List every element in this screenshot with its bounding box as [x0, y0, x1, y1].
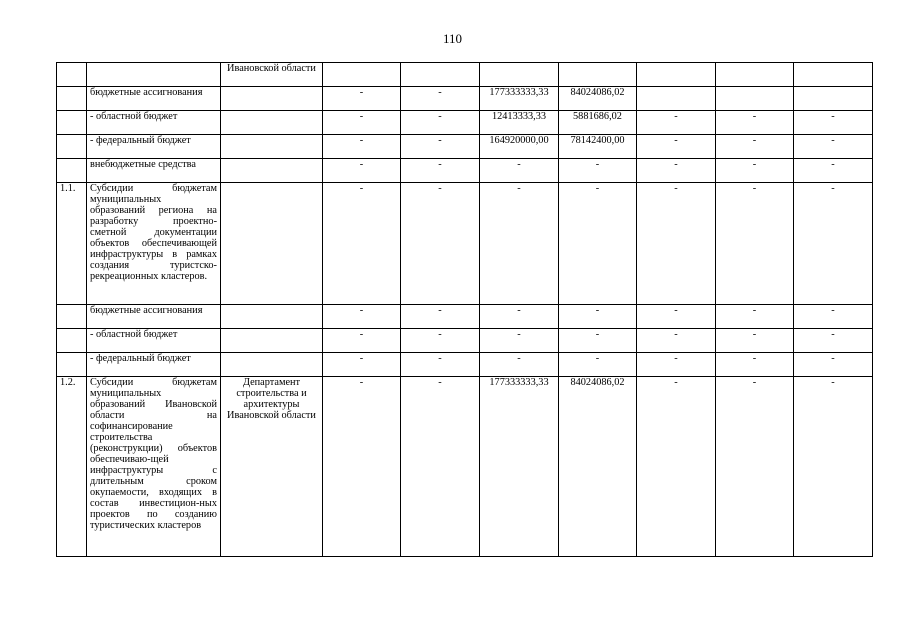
amount-cell [794, 87, 873, 111]
row-name: - областной бюджет [87, 111, 221, 135]
amount-cell: 84024086,02 [559, 377, 637, 557]
amount-cell [559, 63, 637, 87]
amount-cell: - [637, 305, 716, 329]
row-executor [221, 159, 323, 183]
row-number [57, 63, 87, 87]
amount-cell: - [794, 329, 873, 353]
row-number: 1.1. [57, 183, 87, 305]
amount-cell: - [794, 111, 873, 135]
amount-cell: - [794, 353, 873, 377]
amount-cell: - [323, 183, 401, 305]
amount-cell: - [480, 305, 559, 329]
table-row [57, 353, 873, 377]
table-row [57, 377, 873, 557]
amount-cell: - [637, 135, 716, 159]
row-name: внебюджетные средства [87, 159, 221, 183]
amount-cell: - [401, 159, 480, 183]
amount-cell: - [637, 159, 716, 183]
row-name: бюджетные ассигнования [87, 87, 221, 111]
amount-cell: - [559, 183, 637, 305]
row-name: - областной бюджет [87, 329, 221, 353]
row-executor: Ивановской области [221, 63, 323, 87]
row-number [57, 159, 87, 183]
amount-cell: - [323, 305, 401, 329]
row-number [57, 329, 87, 353]
amount-cell [637, 63, 716, 87]
amount-cell: - [480, 183, 559, 305]
amount-cell: - [716, 159, 794, 183]
table-row [57, 305, 873, 329]
amount-cell: - [401, 353, 480, 377]
amount-cell: - [480, 353, 559, 377]
row-name: бюджетные ассигнования [87, 305, 221, 329]
row-executor [221, 87, 323, 111]
budget-table [56, 62, 873, 557]
amount-cell: - [401, 305, 480, 329]
amount-cell: - [716, 329, 794, 353]
amount-cell: - [323, 87, 401, 111]
table-row [57, 111, 873, 135]
amount-cell [401, 63, 480, 87]
amount-cell: - [559, 329, 637, 353]
amount-cell: - [794, 377, 873, 557]
amount-cell: - [716, 377, 794, 557]
amount-cell: - [637, 183, 716, 305]
amount-cell [637, 87, 716, 111]
amount-cell [716, 63, 794, 87]
row-number [57, 353, 87, 377]
amount-cell: 164920000,00 [480, 135, 559, 159]
amount-cell: - [323, 135, 401, 159]
amount-cell [323, 63, 401, 87]
row-number: 1.2. [57, 377, 87, 557]
amount-cell [794, 63, 873, 87]
table-row [57, 183, 873, 305]
row-executor [221, 111, 323, 135]
table-row [57, 87, 873, 111]
amount-cell [480, 63, 559, 87]
row-executor: Департамент строительства и архитектуры Ивановской области [221, 377, 323, 557]
table-row [57, 135, 873, 159]
amount-cell: - [401, 183, 480, 305]
amount-cell: - [794, 305, 873, 329]
amount-cell: - [323, 377, 401, 557]
amount-cell: - [323, 329, 401, 353]
amount-cell: - [401, 329, 480, 353]
table-row [57, 63, 873, 87]
row-name: - федеральный бюджет [87, 135, 221, 159]
amount-cell: - [480, 159, 559, 183]
amount-cell: - [716, 111, 794, 135]
amount-cell [716, 87, 794, 111]
amount-cell: - [716, 353, 794, 377]
page-number: 110 [442, 31, 463, 46]
row-executor [221, 183, 323, 305]
amount-cell: 5881686,02 [559, 111, 637, 135]
table-row [57, 159, 873, 183]
row-name: Субсидии бюджетам муниципальных образований региона на разработку проектно-сметной документации объектов обеспечивающей инфраструктуры в рамках создания туристско-рекреационных кластеров. [87, 183, 221, 305]
amount-cell: - [323, 353, 401, 377]
row-name: - федеральный бюджет [87, 353, 221, 377]
row-executor [221, 329, 323, 353]
row-name [87, 63, 221, 87]
amount-cell: - [637, 377, 716, 557]
row-executor [221, 305, 323, 329]
amount-cell: - [401, 135, 480, 159]
amount-cell: - [637, 353, 716, 377]
table-row [57, 329, 873, 353]
amount-cell: 12413333,33 [480, 111, 559, 135]
amount-cell: - [480, 329, 559, 353]
amount-cell: - [637, 111, 716, 135]
amount-cell: - [794, 135, 873, 159]
amount-cell: 177333333,33 [480, 377, 559, 557]
amount-cell: - [401, 111, 480, 135]
amount-cell: - [559, 353, 637, 377]
amount-cell: 84024086,02 [559, 87, 637, 111]
amount-cell: 177333333,33 [480, 87, 559, 111]
amount-cell: - [559, 159, 637, 183]
amount-cell: - [323, 159, 401, 183]
row-number [57, 87, 87, 111]
amount-cell: - [323, 111, 401, 135]
row-executor [221, 353, 323, 377]
row-number [57, 135, 87, 159]
amount-cell: 78142400,00 [559, 135, 637, 159]
row-number [57, 305, 87, 329]
row-name: Субсидии бюджетам муниципальных образований Ивановской области на софинансирование строительства (реконструкции) объектов обеспечиваю-щей инфраструктуры с длительным сроком окупаемости, входящих в состав инвестицион-ных проектов по созданию туристических кластеров [87, 377, 221, 557]
amount-cell: - [401, 87, 480, 111]
amount-cell: - [716, 183, 794, 305]
amount-cell: - [794, 183, 873, 305]
amount-cell: - [716, 135, 794, 159]
amount-cell: - [794, 159, 873, 183]
row-number [57, 111, 87, 135]
amount-cell: - [401, 377, 480, 557]
amount-cell: - [716, 305, 794, 329]
amount-cell: - [559, 305, 637, 329]
row-executor [221, 135, 323, 159]
amount-cell: - [637, 329, 716, 353]
